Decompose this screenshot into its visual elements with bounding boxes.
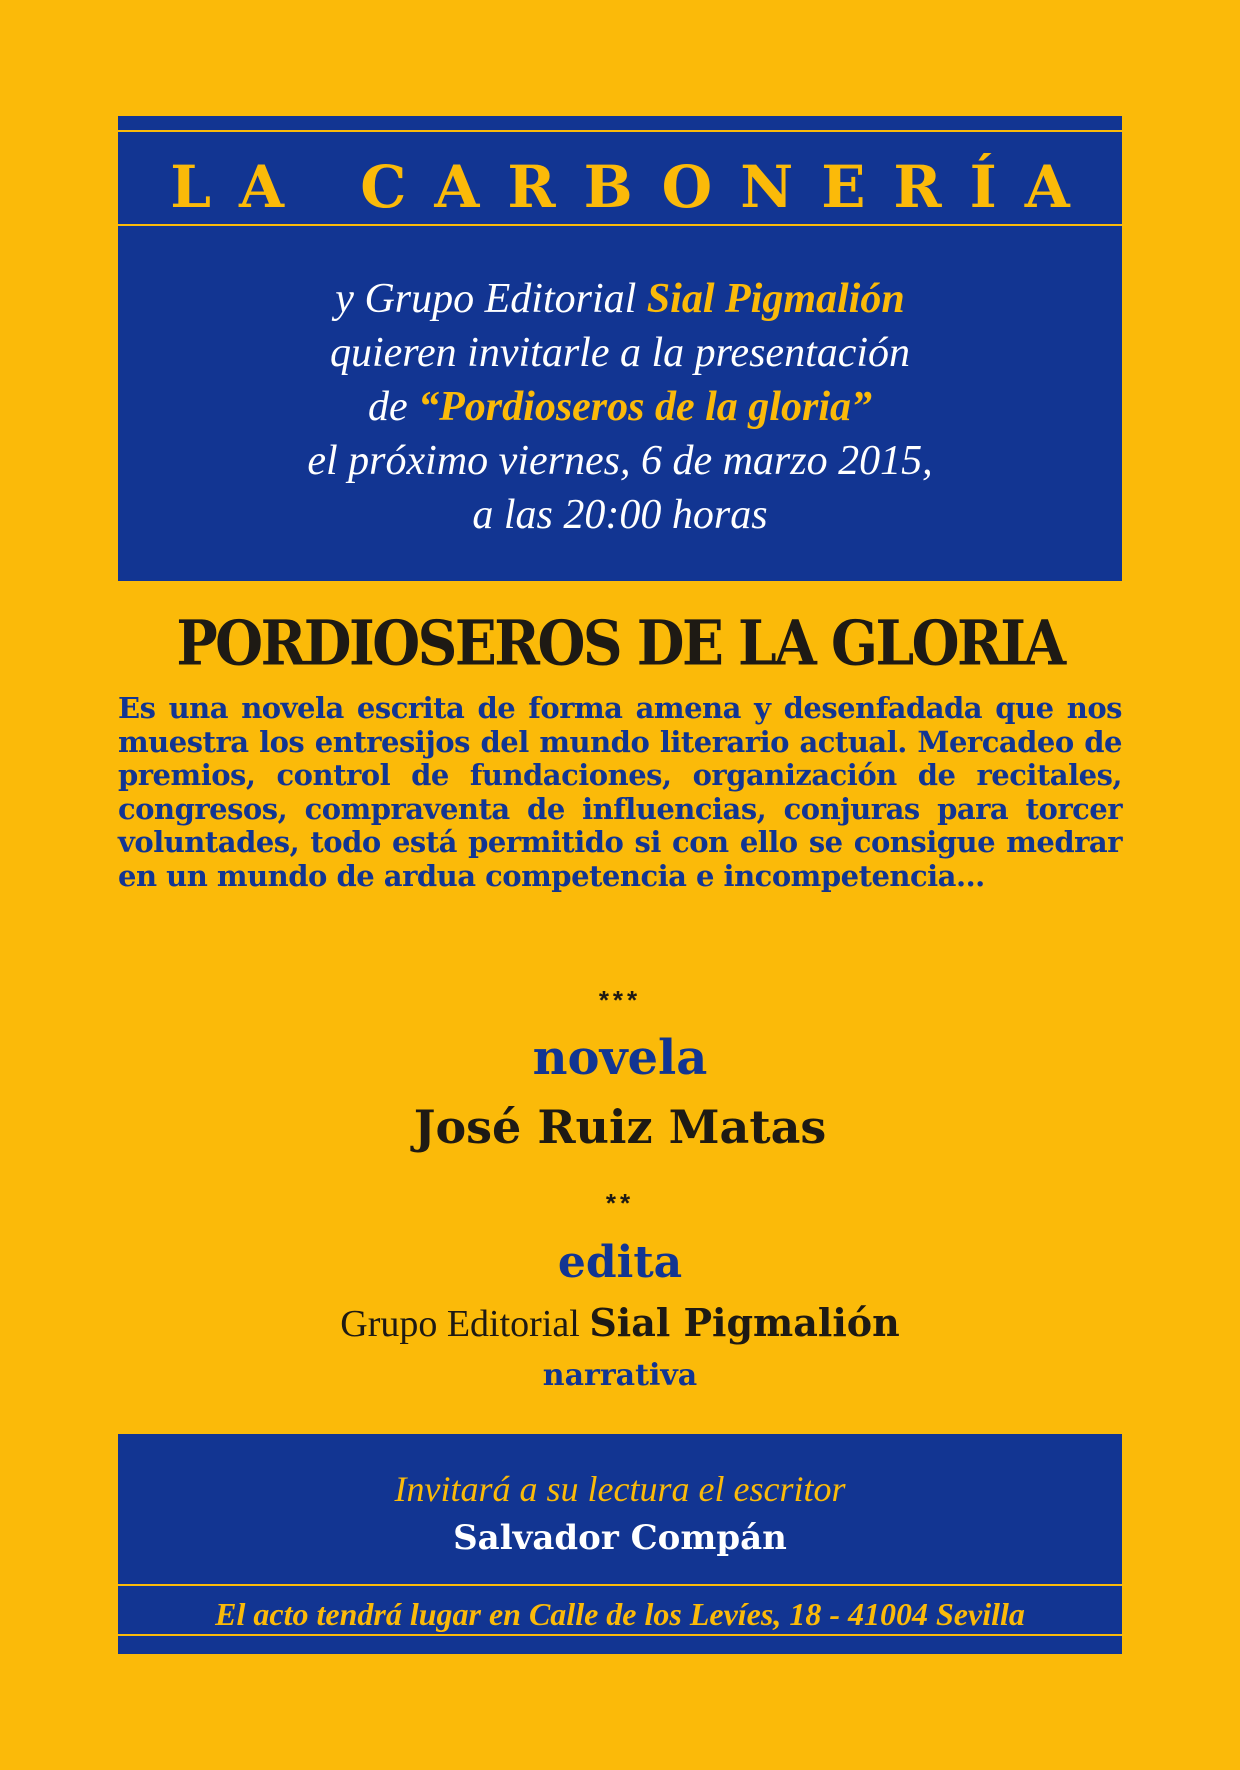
invite-publisher: Sial Pigmalión: [646, 276, 905, 322]
separator-stars-2: **: [605, 1188, 635, 1218]
address-rule-top: [118, 1584, 1122, 1586]
invite-time: a las 20:00 horas: [472, 492, 768, 538]
book-genre: novela: [532, 1030, 708, 1086]
book-title: PORDIOSEROS DE LA GLORIA: [176, 606, 1064, 680]
publisher-line: Grupo Editorial Sial Pigmalión: [340, 1300, 900, 1345]
invitation-text: [118, 272, 1122, 542]
invite-line-3: de “Pordioseros de la gloria”: [368, 384, 872, 430]
top-rule: [118, 130, 1122, 132]
invite-line-2: quieren invitarle a la presentación: [329, 330, 911, 376]
separator-stars: ***: [598, 985, 642, 1015]
event-address: El acto tendrá lugar en Calle de los Levíes, 18 - 41004 Sevilla: [215, 1596, 1025, 1632]
venue-title: LA CARBONERÍA: [170, 153, 1098, 221]
publisher-name: Sial Pigmalión: [589, 1300, 900, 1345]
collection-label: narrativa: [542, 1358, 698, 1393]
book-synopsis: Es una novela escrita de forma amena y desenfadada que nos muestra los entresijos del mundo literario actual. Mercadeo de premios, control de fundaciones, organización de recitales, congresos, compraventa de influencias, conjuras para torcer voluntades, todo está permitido si con ello se consigue medrar en un mundo de ardua competencia e incompetencia...: [118, 691, 1122, 893]
reader-name: Salvador Compán: [453, 1518, 787, 1558]
book-author: José Ruiz Matas: [413, 1100, 827, 1154]
address-rule-bottom: [118, 1634, 1122, 1636]
invite-book-title: “Pordioseros de la gloria”: [418, 384, 872, 430]
invite-line-1: y Grupo Editorial Sial Pigmalión: [335, 276, 905, 322]
edita-label: edita: [557, 1237, 683, 1288]
invite-date: el próximo viernes, 6 de marzo 2015,: [307, 438, 933, 484]
reader-intro: Invitará a su lectura el escritor: [394, 1469, 846, 1509]
venue-rule: [118, 224, 1122, 226]
